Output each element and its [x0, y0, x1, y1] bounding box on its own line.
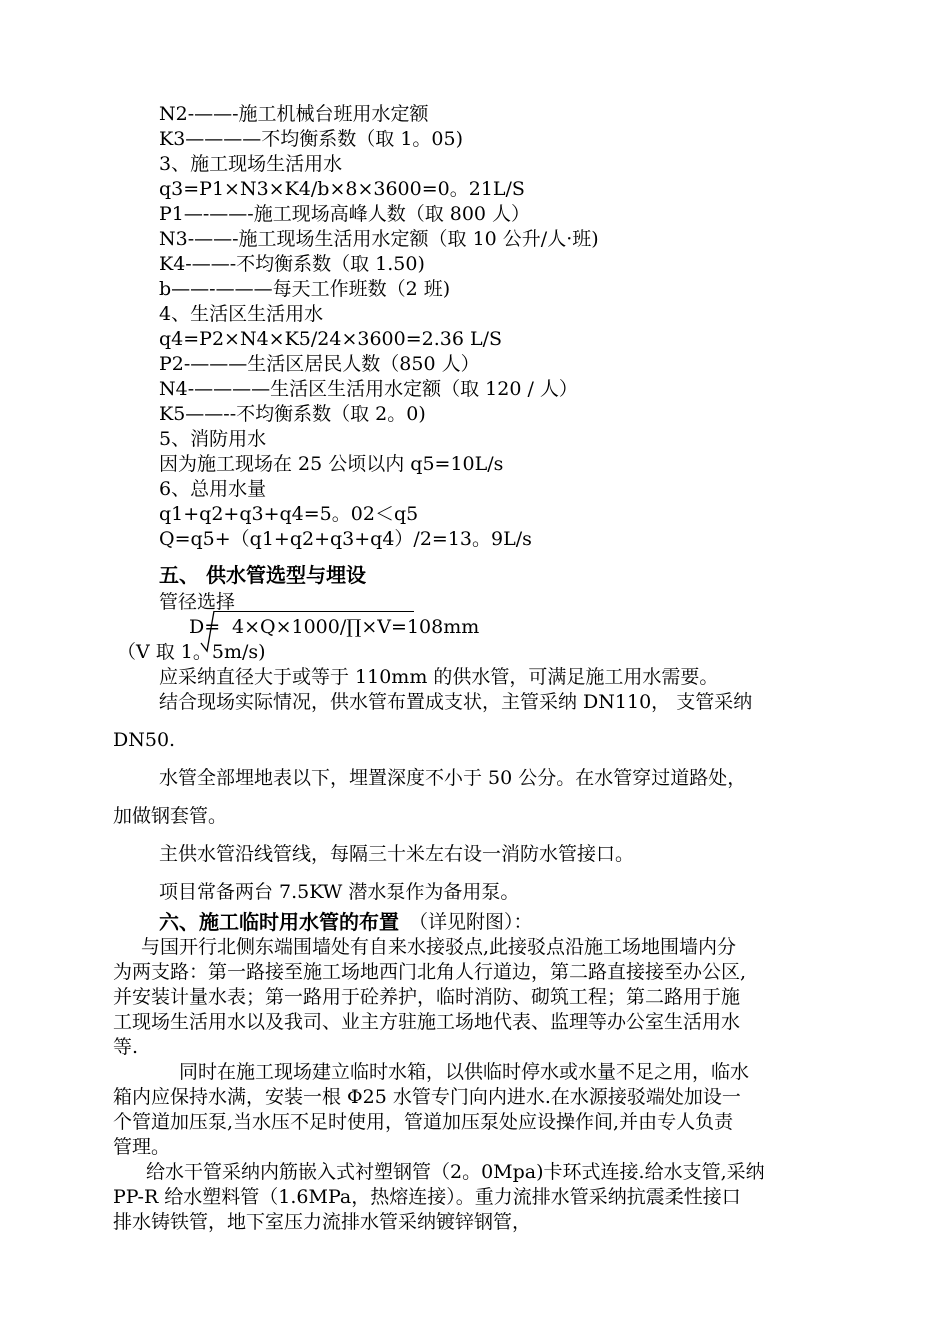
text-line: 水管全部埋地表以下，埋置深度不小于 50 公分。在水管穿过道路处， [159, 767, 747, 789]
text-line: （详见附图）： [409, 911, 533, 933]
text-line: 结合现场实际情况，供水管布置成支状，主管采纳 DN110， 支管采纳 [159, 691, 753, 713]
text-line: （V 取 1。5m/s) [117, 641, 266, 663]
text-line: 箱内应保持水满，安装一根 Φ25 水管专门向内进水.在水源接驳端处加设一 [113, 1086, 741, 1108]
radical-bar [214, 611, 414, 612]
section-heading: 5、消防用水 [159, 428, 267, 450]
text-line: 个管道加压泵,当水压不足时使用，管道加压泵处应设操作间,并由专人负责 [113, 1111, 734, 1133]
text-line: 并安装计量水表；第一路用于砼养护，临时消防、砌筑工程；第二路用于施 [113, 986, 741, 1008]
text-line: DN50. [113, 729, 176, 751]
formula-line: q3=P1×N3×K4/b×8×3600=0。21L/S [159, 178, 525, 200]
text-line: 因为施工现场在 25 公顷以内 q5=10L/s [159, 453, 504, 475]
text-line: N4-————生活区生活用水定额（取 120 / 人） [159, 378, 578, 400]
text-line: K4-——-不均衡系数（取 1.50) [159, 253, 425, 275]
text-line: 工现场生活用水以及我司、业主方驻施工场地代表、监理等办公室生活用水 [113, 1011, 741, 1033]
text-line: b——-———每天工作班数（2 班) [159, 278, 451, 300]
text-line: N2-——-施工机械台班用水定额 [159, 103, 429, 125]
chapter-heading: 六、施工临时用水管的布置 [159, 910, 399, 934]
text-line: N3-——-施工现场生活用水定额（取 10 公升/人·班) [159, 228, 599, 250]
formula-line: q1+q2+q3+q4=5。02＜q5 [159, 503, 419, 525]
section-heading: 4、生活区生活用水 [159, 303, 324, 325]
text-line: PP-R 给水塑料管（1.6MPa，热熔连接）。重力流排水管采纳抗震柔性接口 [113, 1186, 741, 1208]
text-line: P1—-——-施工现场高峰人数（取 800 人） [159, 203, 531, 225]
text-line: 为两支路：第一路接至施工场地西门北角人行道边，第二路直接接至办公区, [113, 961, 747, 983]
section-heading: 3、施工现场生活用水 [159, 153, 343, 175]
text-line: 管径选择 [159, 591, 236, 613]
text-line: 主供水管沿线管线，每隔三十米左右设一消防水管接口。 [159, 843, 635, 865]
text-line: K3————不均衡系数（取 1。05) [159, 128, 464, 150]
formula-radicand: 4×Q×1000/∏×V=108mm [232, 616, 480, 638]
text-line: 同时在施工现场建立临时水箱，以供临时停水或水量不足之用，临水 [179, 1061, 750, 1083]
text-line: 等. [113, 1036, 139, 1058]
formula-line: q4=P2×N4×K5/24×3600=2.36 L/S [159, 328, 503, 350]
text-line: 加做钢套管。 [113, 805, 228, 827]
formula-lhs: D= [189, 616, 221, 638]
section-heading: 6、总用水量 [159, 478, 267, 500]
text-line: 排水铸铁管，地下室压力流排水管采纳镀锌钢管， [113, 1211, 532, 1233]
formula-line: Q=q5+（q1+q2+q3+q4）/2=13。9L/s [159, 528, 532, 550]
text-line: 与国开行北侧东端围墙处有自来水接驳点,此接驳点沿施工场地围墙内分 [141, 936, 737, 958]
text-line: 项目常备两台 7.5KW 潜水泵作为备用泵。 [159, 881, 520, 903]
text-line: 给水干管采纳内筋嵌入式衬塑钢管（2。0Mpa)卡环式连接.给水支管,采纳 [146, 1161, 765, 1183]
text-line: 管理。 [113, 1136, 171, 1158]
text-line: P2-———生活区居民人数（850 人） [159, 353, 480, 375]
text-line: K5——--不均衡系数（取 2。0) [159, 403, 426, 425]
text-line: 应采纳直径大于或等于 110mm 的供水管，可满足施工用水需要。 [159, 666, 719, 688]
chapter-heading: 五、 供水管选型与埋设 [159, 563, 366, 587]
